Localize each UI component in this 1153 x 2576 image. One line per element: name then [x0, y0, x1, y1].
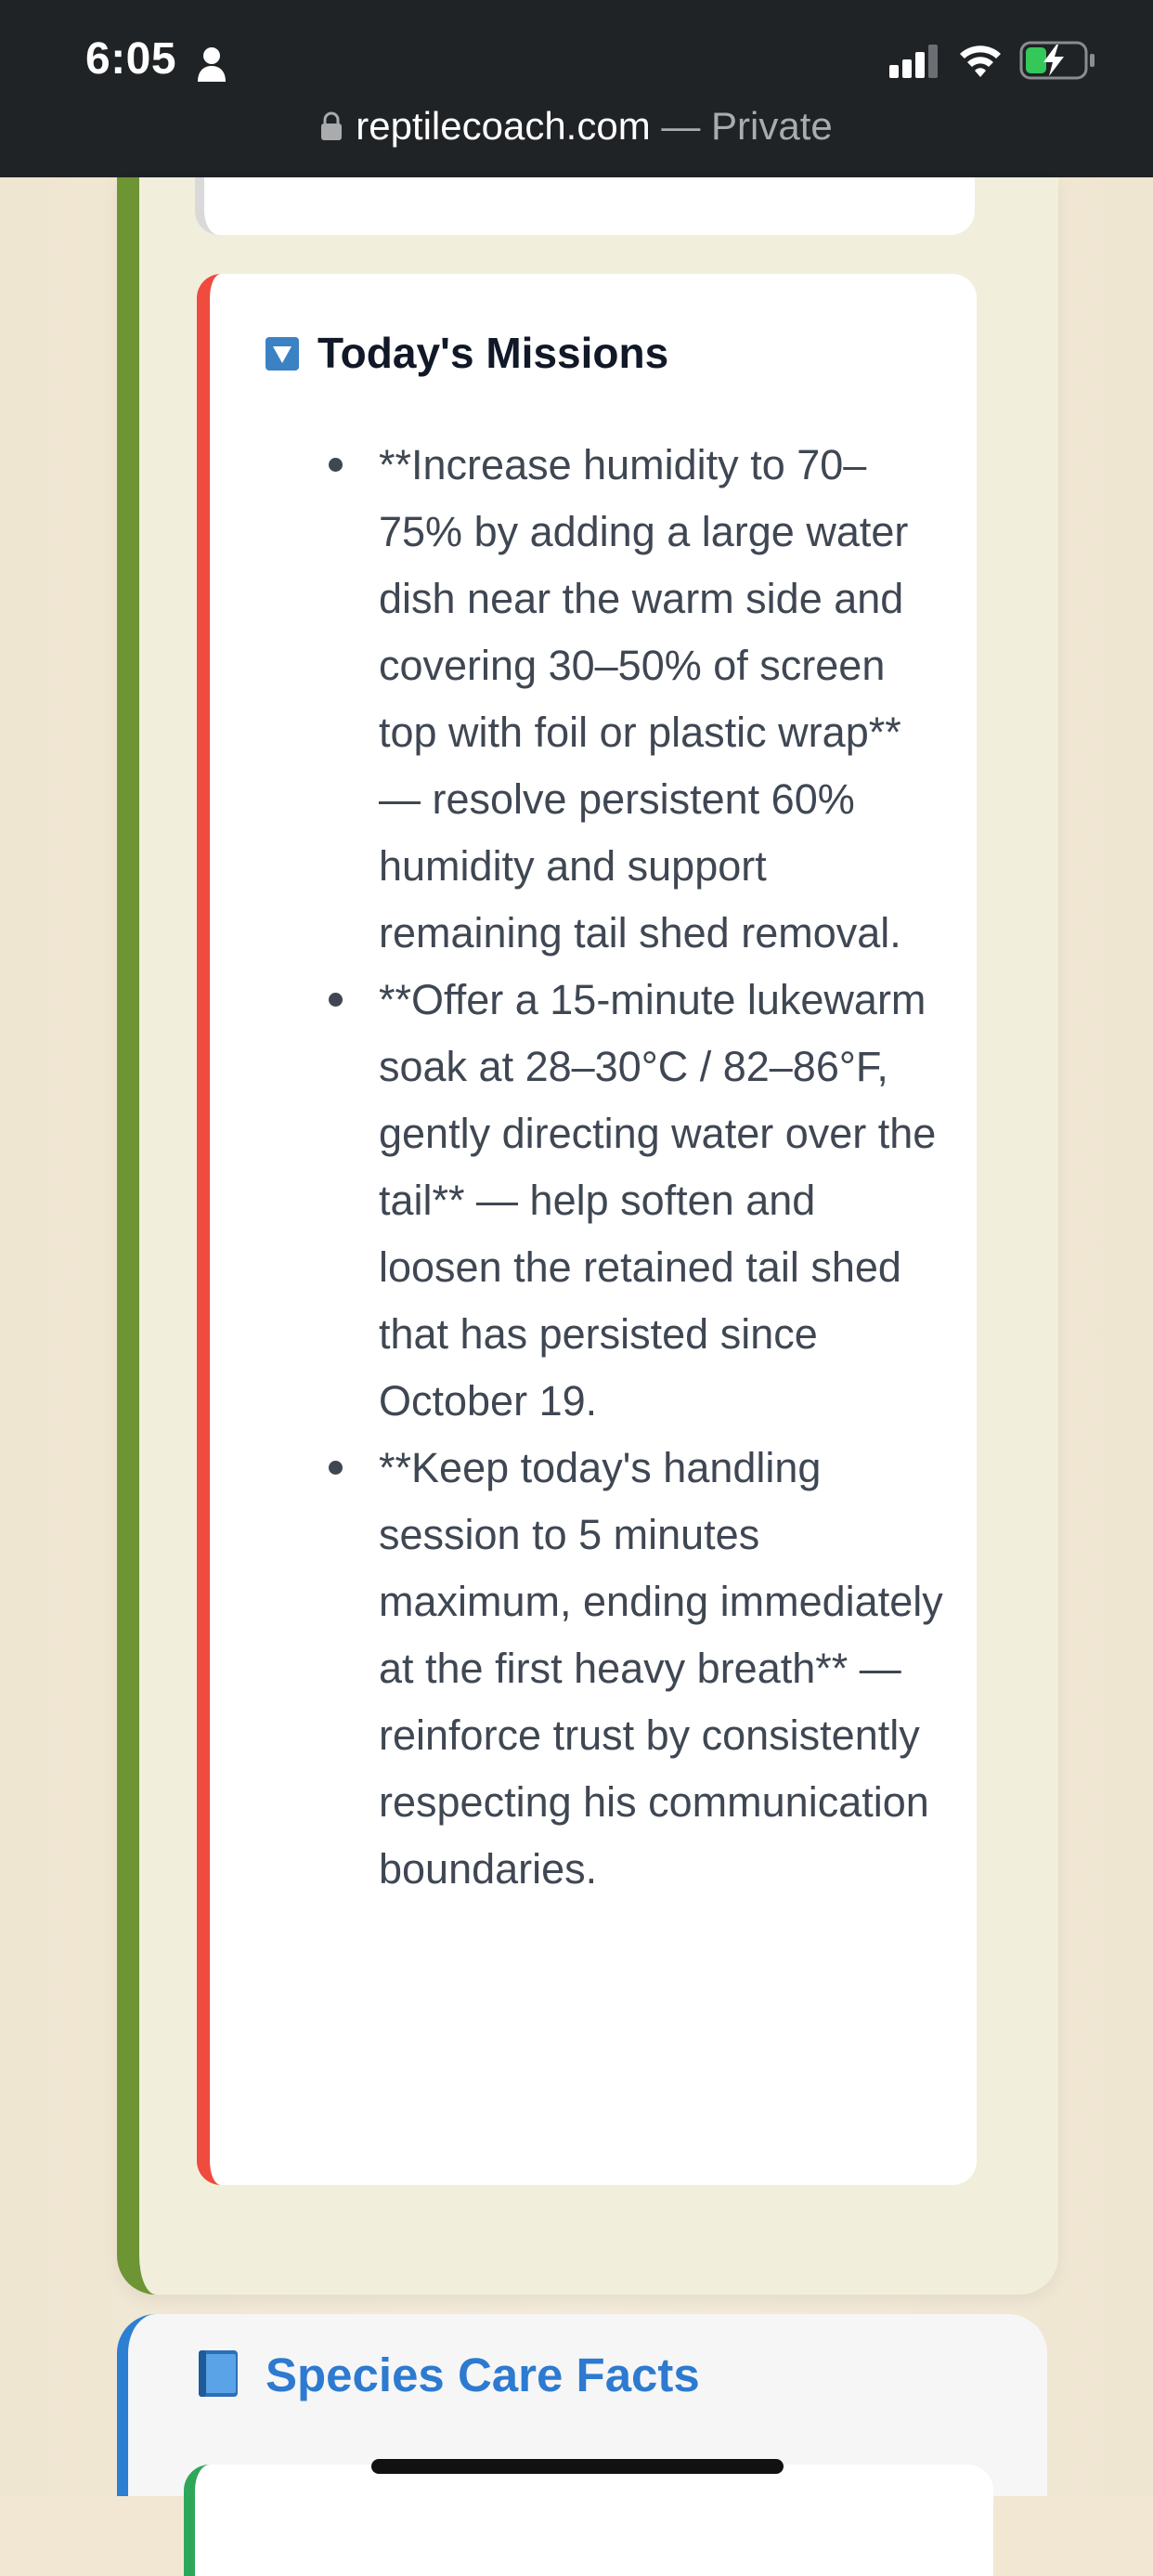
missions-heading: [266, 328, 668, 378]
previous-card-cutoff: [195, 177, 975, 235]
status-time: 6:05: [85, 34, 177, 84]
battery-charging-icon: [1019, 41, 1095, 80]
missions-title: Today's Missions: [317, 329, 669, 377]
home-indicator[interactable]: [371, 2459, 784, 2474]
mission-text: **Keep today's handling session to 5 minutes maximum, ending immediately at the first heavy breath** — reinforce trust by consistently respecting his communication boundaries.: [379, 1444, 943, 1893]
bullet: [329, 1461, 343, 1475]
signal-icon: [889, 45, 939, 78]
private-mode-label: — Private: [661, 104, 833, 148]
list-item: [379, 432, 945, 967]
bullet: [329, 993, 343, 1007]
url-bar[interactable]: [0, 104, 1153, 149]
species-care-heading[interactable]: [195, 2348, 700, 2402]
missions-list: [210, 432, 977, 1903]
book-icon: [195, 2348, 241, 2399]
person-icon: [197, 46, 227, 82]
browser-top-bar: [0, 0, 1153, 177]
triangle-down-icon: [266, 337, 299, 371]
mission-text: **Offer a 15-minute lukewarm soak at 28–30°C / 82–86°F, gently directing water over the tail** — help soften and loosen the retained tail shed that has persisted since October 19.: [379, 976, 937, 1425]
list-item: [379, 1435, 945, 1903]
page-content: [0, 177, 1153, 2496]
wifi-icon: [958, 43, 1003, 78]
lock-icon: [320, 111, 343, 141]
list-item: [379, 967, 945, 1435]
species-care-inner-card: [184, 2465, 993, 2576]
mission-text: **Increase humidity to 70–75% by adding a large water dish near the warm side and covering 30–50% of screen top with foil or plastic wrap** — resolve persistent 60% humidity and support remaining tail shed removal.: [379, 441, 909, 956]
todays-missions-card: [197, 274, 977, 2185]
bullet: [329, 458, 343, 472]
species-care-title: Species Care Facts: [266, 2348, 700, 2401]
url-domain: reptilecoach.com: [356, 104, 651, 148]
